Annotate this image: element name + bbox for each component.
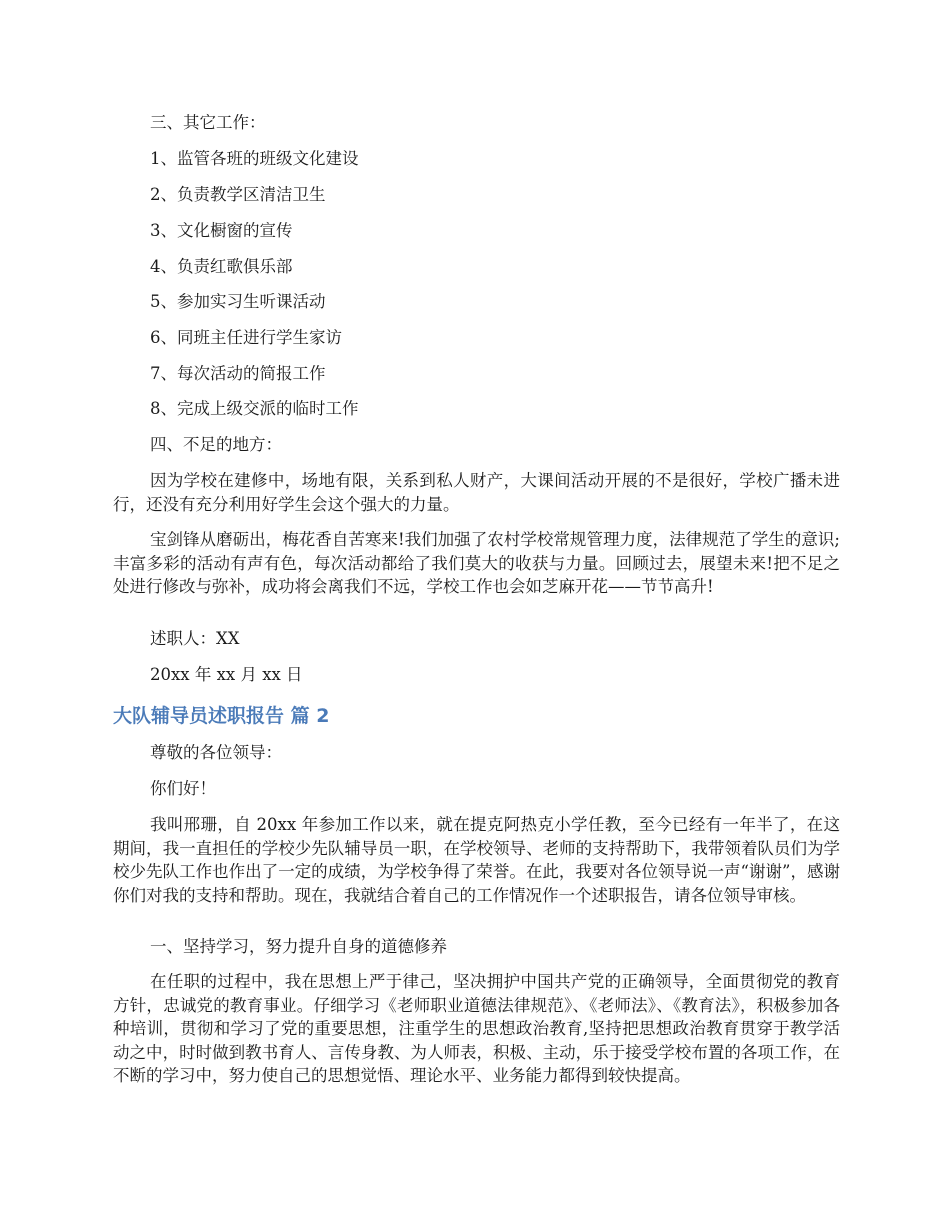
list-item: 8、完成上级交派的临时工作	[150, 399, 359, 418]
date: 20xx 年 xx 月 xx 日	[150, 665, 303, 684]
point-1-paragraph: 在任职的过程中，我在思想上严于律己，坚决拥护中国共产党的正确领导，全面贯彻党的教育方针，忠诚党的教育事业。仔细学习《老师职业道德法律规范》、《老师法》、《教育法》，积极参加各种培训，贯彻和学习了党的重要思想，注重学生的思想政治教育,坚持把思想政治教育贯穿于教学活动之中，时时做到教书育人、言传身教、为人师表，积极、主动，乐于接受学校布置的各项工作，在不断的学习中，努力使自己的思想觉悟、理论水平、业务能力都得到较快提高。	[113, 972, 840, 1085]
intro-paragraph: 我叫邢珊，自 20xx 年参加工作以来，就在提克阿热克小学任教，至今已经有一年半了，在这期间，我一直担任的学校少先队辅导员一职，在学校领导、老师的支持帮助下，我带领着队员们为学校少先队工作也作出了一定的成绩，为学校争得了荣誉。在此，我要对各位领导说一声“谢谢”，感谢你们对我的支持和帮助。现在，我就结合着自己的工作情况作一个述职报告，请各位领导审核。	[113, 815, 840, 905]
point-1-title: 一、坚持学习，努力提升自身的道德修养	[150, 937, 447, 956]
list-item: 4、负责红歌俱乐部	[150, 257, 293, 276]
list-item: 2、负责教学区清洁卫生	[150, 185, 326, 204]
list-item: 5、参加实习生听课活动	[150, 292, 326, 311]
greeting: 你们好！	[150, 779, 216, 798]
article-heading: 大队辅导员述职报告 篇 2	[113, 705, 330, 727]
list-item: 7、每次活动的简报工作	[150, 364, 326, 383]
list-item: 3、文化橱窗的宣传	[150, 221, 293, 240]
list-item: 1、监管各班的班级文化建设	[150, 149, 359, 168]
list-item: 6、同班主任进行学生家访	[150, 328, 342, 347]
shortcomings-paragraph: 因为学校在建修中，场地有限，关系到私人财产，大课间活动开展的不是很好，学校广播未进行，还没有充分利用好学生会这个强大的力量。	[113, 471, 840, 514]
section-3-title: 三、其它工作：	[150, 113, 266, 132]
salutation: 尊敬的各位领导：	[150, 743, 282, 762]
closing-paragraph: 宝剑锋从磨砺出，梅花香自苦寒来!我们加强了农村学校常规管理力度，法律规范了学生的意识;丰富多彩的活动有声有色，每次活动都给了我们莫大的收获与力量。回顾过去，展望未来!把不足之处进行修改与弥补，成功将会离我们不远，学校工作也会如芝麻开花——节节高升!	[113, 530, 840, 596]
section-4-title: 四、不足的地方：	[150, 435, 282, 454]
signature: 述职人：XX	[150, 629, 240, 648]
